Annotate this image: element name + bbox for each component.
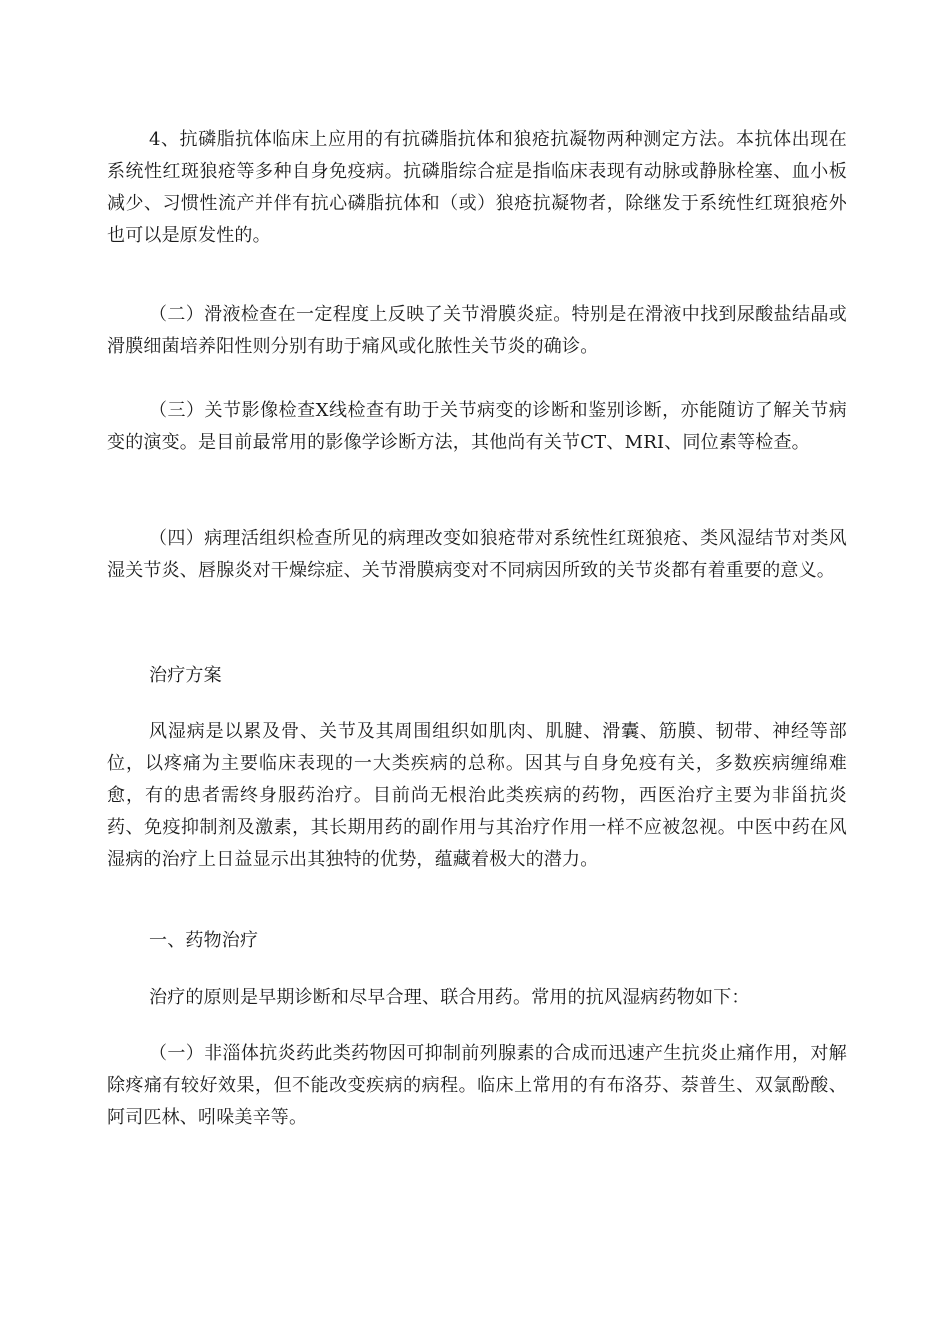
paragraph-antiphospholipid-antibody: 4、抗磷脂抗体临床上应用的有抗磷脂抗体和狼疮抗凝物两种测定方法。本抗体出现在系统性红斑狼疮等多种自身免疫病。抗磷脂综合症是指临床表现有动脉或静脉栓塞、血小板减少、习惯性流产并伴有抗心磷脂抗体和（或）狼疮抗凝物者，除继发于系统性红斑狼疮外也可以是原发性的。 [107, 129, 847, 246]
paragraph-treatment-principle: 治疗的原则是早期诊断和尽早合理、联合用药。常用的抗风湿病药物如下： [149, 987, 750, 1008]
paragraph-joint-imaging-exam: （三）关节影像检查X线检查有助于关节病变的诊断和鉴别诊断，亦能随访了解关节病变的演变。是目前最常用的影像学诊断方法，其他尚有关节CT、MRI、同位素等检查。 [107, 400, 847, 453]
paragraph-synovial-fluid-exam: （二）滑液检查在一定程度上反映了关节滑膜炎症。特别是在滑液中找到尿酸盐结晶或滑膜细菌培养阳性则分别有助于痛风或化脓性关节炎的确诊。 [107, 304, 847, 357]
section-heading-drug-therapy: 一、药物治疗 [149, 930, 259, 951]
paragraph-rheumatism-overview: 风湿病是以累及骨、关节及其周围组织如肌肉、肌腱、滑囊、筋膜、韧带、神经等部位，以疼痛为主要临床表现的一大类疾病的总称。因其与自身免疫有关，多数疾病缠绵难愈，有的患者需终身服药治疗。目前尚无根治此类疾病的药物，西医治疗主要为非甾抗炎药、免疫抑制剂及激素，其长期用药的副作用与其治疗作用一样不应被忽视。中医中药在风湿病的治疗上日益显示出其独特的优势，蕴藏着极大的潜力。 [107, 721, 847, 870]
paragraph-nsaids: （一）非淄体抗炎药此类药物因可抑制前列腺素的合成而迅速产生抗炎止痛作用，对解除疼痛有较好效果，但不能改变疾病的病程。临床上常用的有布洛芬、萘普生、双氯酚酸、阿司匹林、吲哚美辛等。 [107, 1043, 847, 1128]
paragraph-pathology-biopsy: （四）病理活组织检查所见的病理改变如狼疮带对系统性红斑狼疮、类风湿结节对类风湿关节炎、唇腺炎对干燥综症、关节滑膜病变对不同病因所致的关节炎都有着重要的意义。 [107, 528, 847, 581]
section-heading-treatment-plan: 治疗方案 [149, 665, 222, 686]
